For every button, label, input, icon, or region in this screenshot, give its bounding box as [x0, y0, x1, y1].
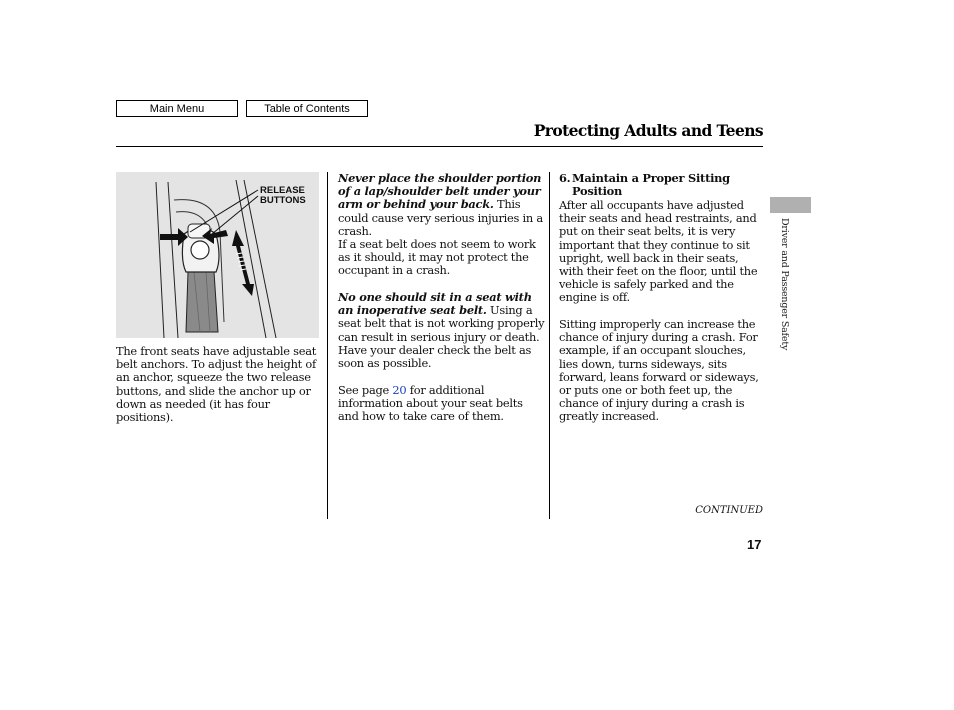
page-number: 17: [747, 537, 762, 552]
section-side-label: Driver and Passenger Safety: [779, 218, 790, 351]
see-page-prefix: See page: [338, 383, 393, 397]
page-20-link[interactable]: 20: [392, 383, 407, 397]
inoperative-belt-warning-text: Using a seat belt that is not working properly can result in serious injury or death. Have your dealer check the belt as soon as possible.: [338, 303, 545, 371]
title-divider: [116, 146, 763, 147]
section-heading-line1: Maintain a Proper Sitting: [572, 171, 730, 185]
section-heading-number: 6.: [559, 171, 571, 185]
column-divider: [327, 172, 328, 519]
page-title: Protecting Adults and Teens: [533, 121, 763, 140]
section-heading: [559, 172, 763, 198]
section-tab: [770, 197, 811, 213]
seat-belt-anchor-illustration: [116, 172, 319, 338]
seat-belt-malfunction-paragraph: If a seat belt does not seem to work as it should, it may not protect the occupant in a crash.: [338, 237, 536, 278]
anchor-adjustment-paragraph: The front seats have adjustable seat belt anchors. To adjust the height of an anchor, squeeze the two release buttons, and slide the anchor up or down as needed (it has four positions).: [116, 344, 317, 425]
shoulder-belt-warning: [338, 172, 546, 238]
inoperative-belt-warning: [338, 291, 546, 370]
release-buttons-label: RELEASE BUTTONS: [260, 185, 306, 206]
table-of-contents-button[interactable]: Table of Contents: [246, 100, 368, 117]
shoulder-belt-warning-text: This could cause very serious injuries in a crash.: [338, 197, 543, 238]
main-menu-button[interactable]: Main Menu: [116, 100, 238, 117]
inoperative-belt-warning-emphasis: No one should sit in a seat with an inoperative seat belt.: [338, 290, 532, 318]
sitting-position-paragraph: After all occupants have adjusted their seats and head restraints, and put on their seat belts, it is very important that they continue to sit upright, well back in their seats, with their feet on the floor, until the vehicle is safely parked and the engine is off.: [559, 198, 758, 305]
column-divider: [549, 172, 550, 519]
continued-label: CONTINUED: [695, 505, 763, 516]
see-page-paragraph: [338, 384, 546, 424]
section-heading-line2: Position: [572, 184, 623, 199]
improper-sitting-paragraph: Sitting improperly can increase the chance of injury during a crash. For example, if an occupant slouches, lies down, turns sideways, sits forward, leans forward or sideways, or puts one or both feet up, the chance of injury during a crash is greatly increased.: [559, 317, 759, 424]
shoulder-belt-warning-emphasis: Never place the shoulder portion of a lap/shoulder belt under your arm or behind your back.: [338, 171, 542, 212]
see-page-suffix: for additional information about your seat belts and how to take care of them.: [338, 383, 523, 424]
